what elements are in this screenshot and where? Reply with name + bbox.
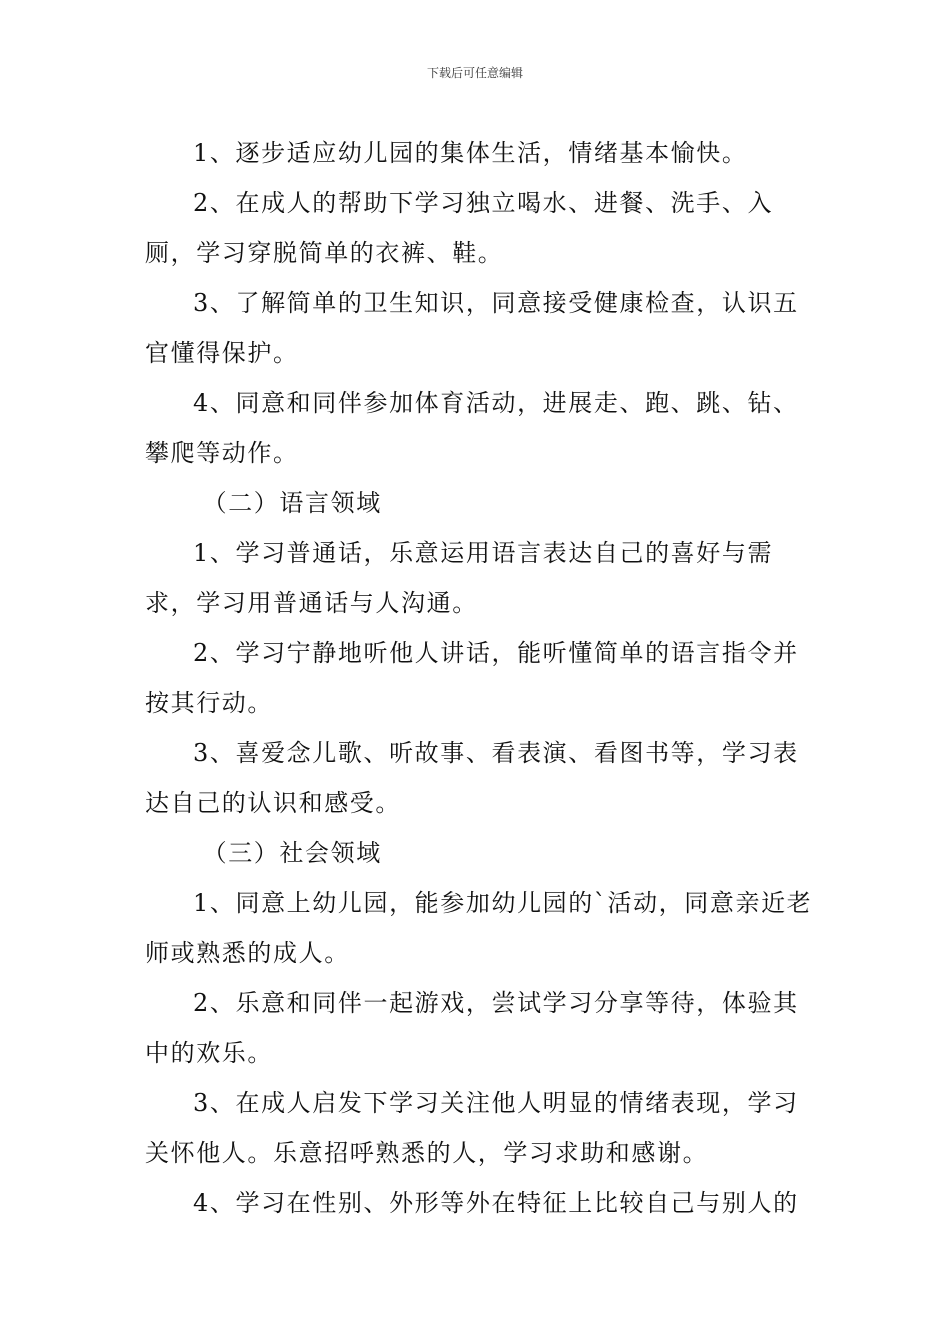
paragraph: 3、喜爱念儿歌、听故事、看表演、看图书等，学习表达自己的认识和感受。: [145, 739, 799, 817]
paragraph: 2、乐意和同伴一起游戏，尝试学习分享等待，体验其中的欢乐。: [145, 989, 799, 1067]
paragraph: 2、学习宁静地听他人讲话，能听懂简单的语言指令并按其行动。: [145, 639, 799, 717]
section-heading: （三）社会领域: [202, 839, 382, 867]
paragraph: 1、逐步适应幼儿园的集体生活，情绪基本愉快。: [193, 139, 748, 167]
page-header: 下载后可任意编辑: [426, 66, 523, 80]
paragraph: 2、在成人的帮助下学习独立喝水、进餐、洗手、入厕，学习穿脱简单的衣裤、鞋。: [145, 189, 774, 267]
paragraph: 1、学习普通话，乐意运用语言表达自己的喜好与需求，学习用普通话与人沟通。: [145, 539, 774, 617]
paragraph: 1、同意上幼儿园，能参加幼儿园的`活动，同意亲近老师或熟悉的成人。: [145, 889, 813, 967]
paragraph: 4、学习在性别、外形等外在特征上比较自己与别人的: [193, 1189, 799, 1217]
section-heading: （二）语言领域: [202, 489, 382, 517]
paragraph: 3、了解简单的卫生知识，同意接受健康检查，认识五官懂得保护。: [145, 289, 799, 367]
document-body: [145, 128, 815, 1228]
paragraph: 3、在成人启发下学习关注他人明显的情绪表现，学习关怀他人。乐意招呼熟悉的人，学习求助和感谢。: [145, 1089, 799, 1167]
paragraph: 4、同意和同伴参加体育活动，进展走、跑、跳、钻、攀爬等动作。: [145, 389, 799, 467]
